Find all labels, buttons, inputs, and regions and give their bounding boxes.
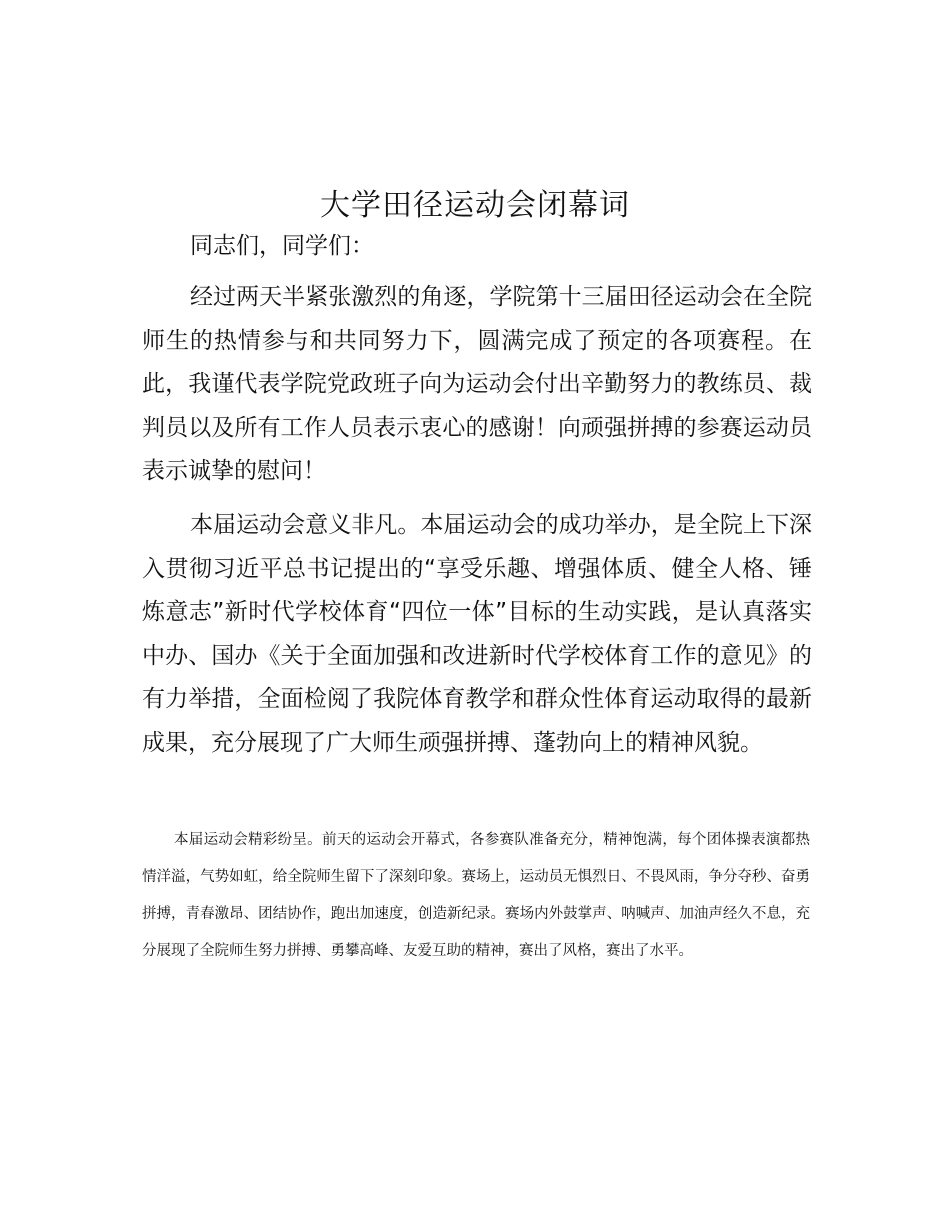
salutation: 同志们，同学们： (190, 233, 374, 259)
paragraph-thanks: 经过两天半紧张激烈的角逐，学院第十三届田径运动会在全院师生的热情参与和共同努力下，圆满完成了预定的各项赛程。在此，我谨代表学院党政班子向为运动会付出辛勤努力的教练员、裁判员以及所有工作人员表示衷心的感谢！向顽强拼搏的参赛运动员表示诚挚的慰问！ (142, 284, 812, 484)
paragraph-significance: 本届运动会意义非凡。本届运动会的成功举办，是全院上下深入贯彻习近平总书记提出的“享受乐趣、增强体质、健全人格、锤炼意志”新时代学校体育“四位一体”目标的生动实践，是认真落实中办、国办《关于全面加强和改进新时代学校体育工作的意见》的有力举措，全面检阅了我院体育教学和群众性体育运动取得的最新成果，充分展现了广大师生顽强拼搏、蓬勃向上的精神风貌。 (142, 512, 812, 756)
paragraph-highlights: 本届运动会精彩纷呈。前天的运动会开幕式，各参赛队准备充分，精神饱满，每个团体操表演都热情洋溢，气势如虹，给全院师生留下了深刻印象。赛场上，运动员无惧烈日、不畏风雨，争分夺秒、奋勇拼搏，青春激昂、团结协作，跑出加速度，创造新纪录。赛场内外鼓掌声、呐喊声、加油声经久不息，充分展现了全院师生努力拼搏、勇攀高峰、友爱互助的精神，赛出了风格，赛出了水平。 (142, 832, 810, 959)
document-title: 大学田径运动会闭幕词 (320, 188, 630, 224)
